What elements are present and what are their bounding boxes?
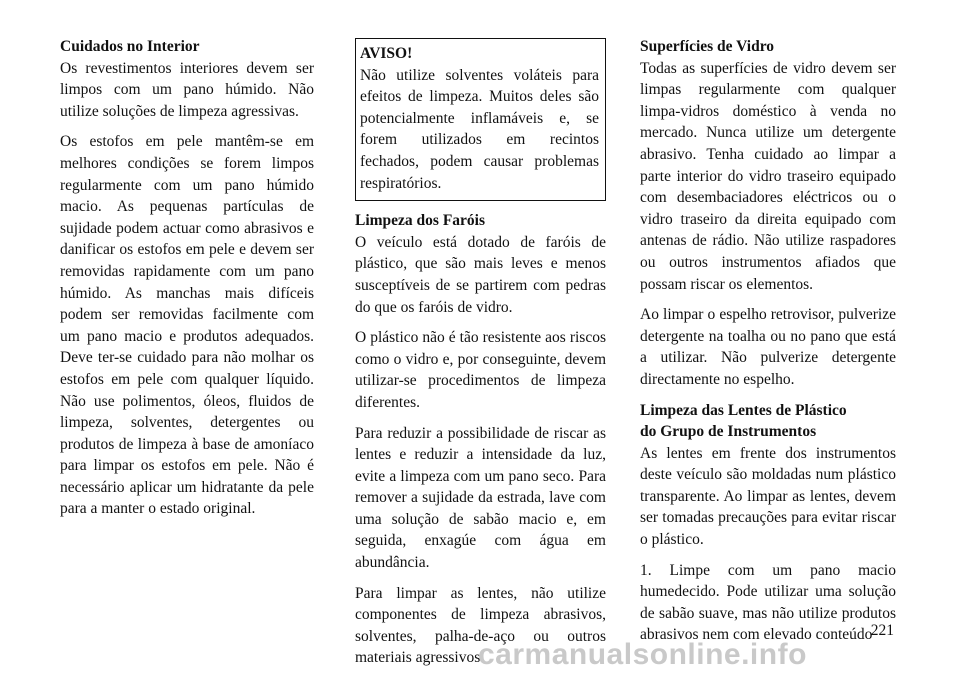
paragraph: Para limpar as lentes, não utilize componentes de limpeza abrasivos, solventes, palha-de-aço ou outros materiais agressivos.: [355, 584, 606, 667]
page-number: 221: [870, 622, 894, 639]
section-title-interior-care: Cuidados no Interior: [60, 38, 200, 55]
column-3: [640, 36, 896, 655]
paragraph: Os revestimentos interiores devem ser limpos com um pano húmido. Não utilize soluções de limpeza agressivas.: [60, 59, 314, 120]
watermark-logo: carmanualsonline.info: [478, 638, 807, 671]
section-title-instrument-lens: [640, 400, 896, 443]
section-title-glass-surfaces: Superfícies de Vidro: [640, 38, 775, 55]
paragraph: O plástico não é tão resistente aos riscos como o vidro e, por conseguinte, devem utilizar-se procedimentos de limpeza diferentes.: [355, 329, 606, 411]
warning-title: AVISO!: [360, 45, 413, 62]
paragraph: O veículo está dotado de faróis de plástico, que são mais leves e menos susceptíveis de se partirem com pedras do que os faróis de vidro.: [355, 233, 606, 316]
column-1: [60, 36, 314, 529]
warning-text: Não utilize solventes voláteis para efeitos de limpeza. Muitos deles são potencialmente inflamáveis e, se forem utilizados em recintos fechados, podem causar problemas respiratórios.: [360, 66, 599, 192]
warning-box: [355, 38, 606, 201]
column-2: [355, 36, 606, 678]
paragraph: Todas as superfícies de vidro devem ser limpas regularmente com qualquer limpa-vidros doméstico à venda no mercado. Nunca utilize um detergente abrasivo. Tenha cuidado ao limpar a parte interior do vidro traseiro equipado com desembaciadores eléctricos ou o vidro traseiro da direita equipado com antenas de rádio. Não utilize raspadores ou outros instrumentos afiados que possam riscar os elementos.: [640, 59, 896, 293]
paragraph: Ao limpar o espelho retrovisor, pulverize detergente na toalha ou no pano que está a utilizar. Não pulverize detergente directamente no espelho.: [640, 306, 896, 388]
section-title-line-1: Limpeza das Lentes de Plástico: [640, 401, 847, 419]
paragraph: Para reduzir a possibilidade de riscar as lentes e reduzir a intensidade da luz, evite a limpeza com um pano seco. Para remover a sujidade da estrada, lave com uma solução de sabão macio e, em seguida, enxagúe com água em abundância.: [355, 424, 606, 572]
paragraph: 1. Limpe com um pano macio humedecido. Pode utilizar uma solução de sabão suave, mas não utilize produtos abrasivos nem com elevado conteúdo: [640, 561, 896, 644]
paragraph: As lentes em frente dos instrumentos deste veículo são moldadas num plástico transparente. Ao limpar as lentes, devem ser tomadas precauções para evitar riscar o plástico.: [640, 444, 896, 549]
section-title-headlamp-cleaning: Limpeza dos Faróis: [355, 212, 486, 230]
section-title-line-2: do Grupo de Instrumentos: [640, 423, 817, 441]
paragraph: Os estofos em pele mantêm-se em melhores condições se forem limpos regularmente com um pano húmido macio. As pequenas partículas de sujidade podem actuar como abrasivos e danificar os estofos em pele e devem ser removidas rapidamente com um pano húmido. As manchas mais difíceis podem ser removidas facilmente com um pano macio e produtos adequados. Deve ter-se cuidado para não molhar os estofos em pele com qualquer líquido. Não use polimentos, óleos, fluidos de limpeza, solventes, detergentes ou produtos de limpeza à base de amoníaco para limpar os estofos em pele. Não é necessário aplicar um hidratante da pele para a manter o estado original.: [60, 133, 314, 518]
